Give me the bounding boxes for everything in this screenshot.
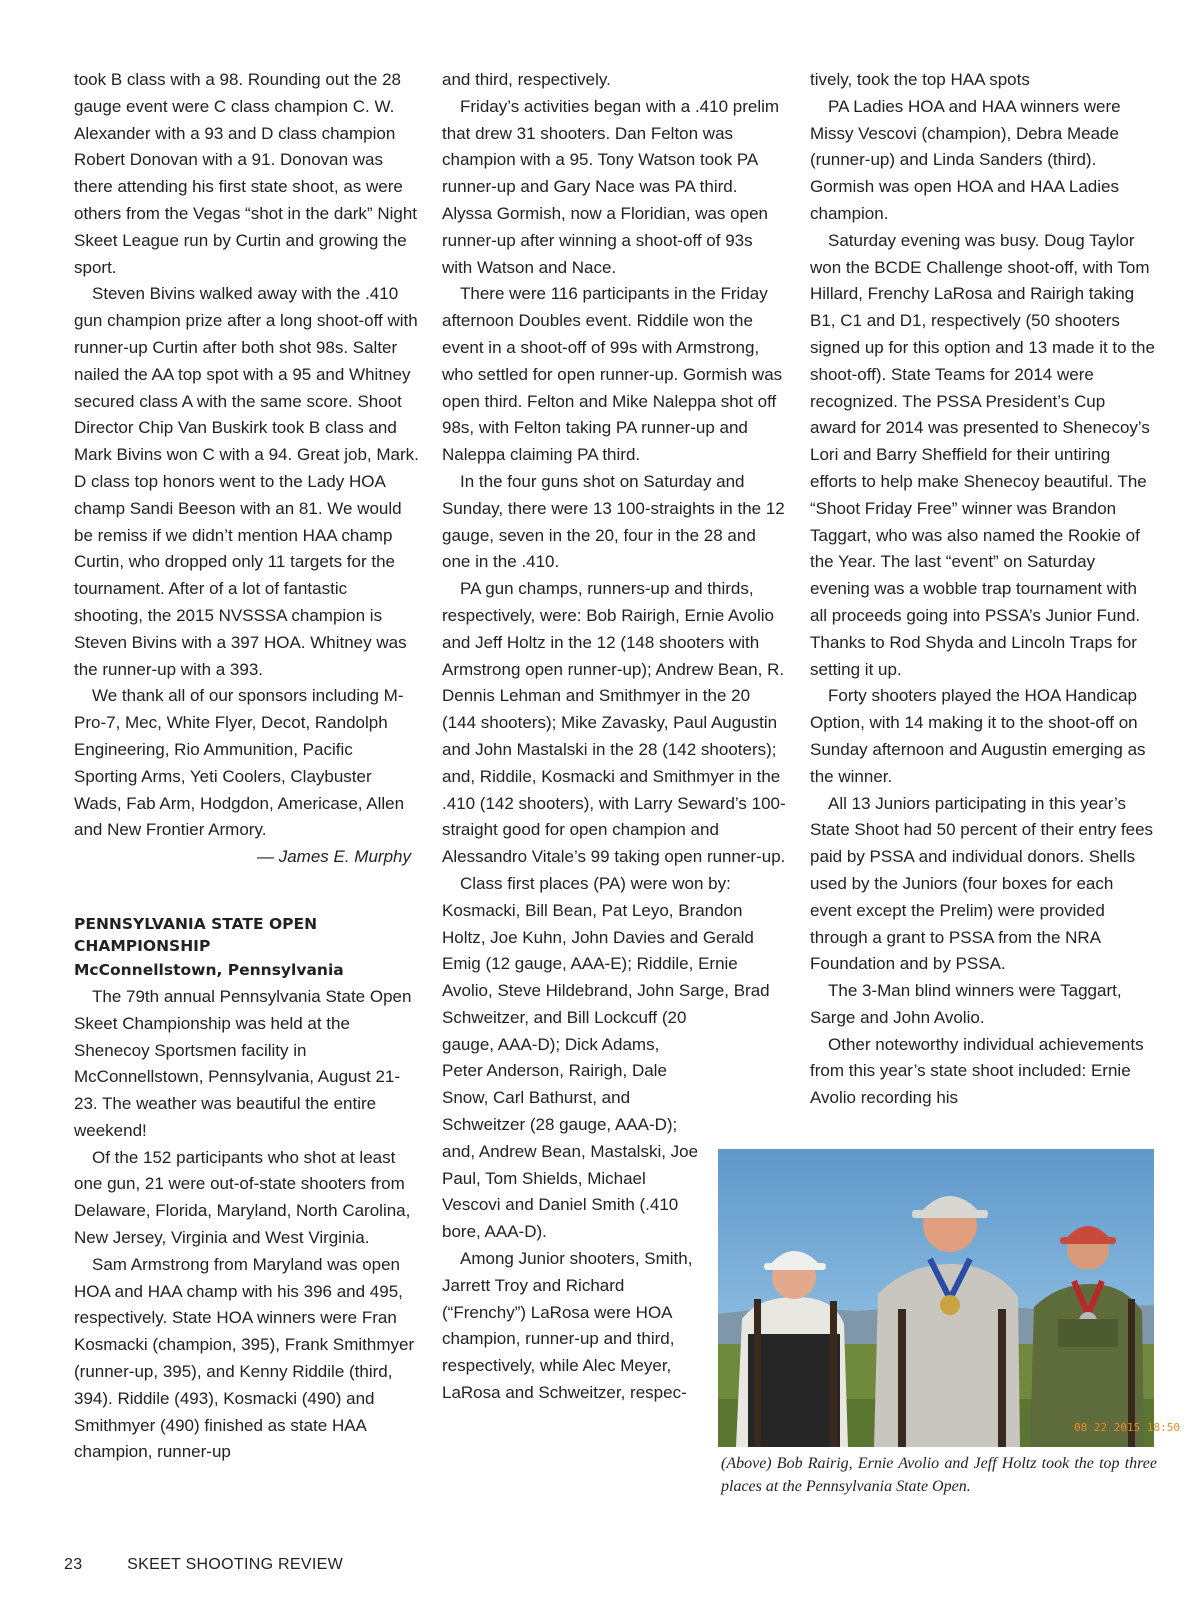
paragraph: Of the 152 participants who shot at least one gun, 21 were out-of-state shooters from Delaware, Florida, Maryland, North Carolina, New Jersey, Virginia and West Virginia.	[74, 1147, 411, 1248]
paragraph: PA gun champs, runners-up and thirds, respectively, were: Bob Rairigh, Ernie Avolio and Jeff Holtz in the 12 (148 shooters with Armstrong open runner-up); Andrew Bean, R. Dennis Lehman and Smithmyer in the 20 (144 shooters); Mike Zavasky, Paul Augustin and John Mastalski in the 28 (142 shooters); and, Riddile, Kosmacki and Smithmyer in the .410 (142 shooters), with Larry Seward’s 100-straight good for open champion and Alessandro Vitale’s 99 taking open runner-up.	[442, 579, 786, 867]
author-byline: — James E. Murphy	[257, 847, 411, 867]
photo-timestamp: 08 22 2015 18:50	[1074, 1421, 1180, 1434]
section-subtitle: McConnellstown, Pennsylvania	[74, 960, 344, 979]
paragraph: Sam Armstrong from Maryland was open HOA and HAA champ with his 396 and 495, respectively. State HOA winners were Fran Kosmacki (champion, 395), Frank Smithmyer (runner-up, 395), and Kenny Riddile (third, 394). Riddile (493), Kosmacki (490) and Smithmyer (490) finished as state HAA champion, runner-up	[74, 1254, 415, 1462]
paragraph: and third, respectively.	[442, 70, 611, 89]
paragraph: Forty shooters played the HOA Handicap Option, with 14 making it to the shoot-off on Sunday afternoon and Augustin emerging as the winner.	[810, 686, 1146, 786]
text-column-1	[74, 67, 419, 1466]
paragraph-narrow: Among Junior shooters, Smith, Jarrett Troy and Richard (“Frenchy”) LaRosa were HOA champion, runner-up and third, respectively, while Alec Meyer, LaRosa and Schweitzer, respec-	[442, 1249, 693, 1403]
section-title: PENNSYLVANIA STATE OPEN CHAMPIONSHIP	[74, 914, 318, 955]
page-number: 23	[64, 1556, 83, 1573]
paragraph: We thank all of our sponsors including M-Pro-7, Mec, White Flyer, Decot, Randolph Engineering, Rio Ammunition, Pacific Sporting Arms, Yeti Coolers, Claybuster Wads, Fab Arm, Hodgdon, Americase, Allen and New Frontier Armory.	[74, 686, 405, 840]
section-spacer	[74, 871, 419, 913]
page-footer	[64, 1556, 343, 1574]
paragraph: In the four guns shot on Saturday and Sunday, there were 13 100-straights in the 12 gauge, seven in the 20, four in the 28 and one in the .410.	[442, 471, 785, 572]
paragraph: Other noteworthy individual achievements from this year’s state shoot included: Ernie Avolio recording his	[810, 1034, 1144, 1108]
paragraph: PA Ladies HOA and HAA winners were Missy Vescovi (champion), Debra Meade (runner-up) and Linda Sanders (third). Gormish was open HOA and HAA Ladies champion.	[810, 96, 1121, 223]
paragraph: took B class with a 98. Rounding out the 28 gauge event were C class champion C. W. Alexander with a 93 and D class champion Robert Donovan with a 91. Donovan was there attending his first state shoot, as were others from the Vegas “shot in the dark” Night Skeet League run by Curtin and growing the sport.	[74, 70, 418, 277]
photo-illustration	[718, 1149, 1180, 1447]
paragraph: All 13 Juniors participating in this year’s State Shoot had 50 percent of their entry fees paid by PSSA and individual donors. Shells used by the Juniors (four boxes for each event except the Prelim) were provided through a grant to PSSA from the NRA Foundation and by PSSA.	[810, 793, 1154, 974]
paragraph: The 79th annual Pennsylvania State Open Skeet Championship was held at the Shenecoy Sportsmen facility in McConnellstown, Pennsylvania, August 21-23. The weather was beautiful the entire weekend!	[74, 986, 412, 1140]
text-column-3	[810, 67, 1155, 1112]
paragraph: Friday’s activities began with a .410 prelim that drew 31 shooters. Dan Felton was champion with a 95. Tony Watson took PA runner-up and Gary Nace was PA third. Alyssa Gormish, now a Floridian, was open runner-up after winning a shoot-off of 93s with Watson and Nace.	[442, 96, 780, 277]
photo-caption: (Above) Bob Rairig, Ernie Avolio and Jeff Holtz took the top three places at the Pennsylvania State Open.	[721, 1455, 1157, 1495]
paragraph: Steven Bivins walked away with the .410 gun champion prize after a long shoot-off with runner-up Curtin after both shot 98s. Salter nailed the AA top spot with a 95 and Whitney secured class A with the same score. Shoot Director Chip Van Buskirk took B class and Mark Bivins won C with a 94. Great job, Mark. D class top honors went to the Lady HOA champ Sandi Beeson with an 81. We would be remiss if we didn’t mention HAA champ Curtin, who dropped only 11 targets for the tournament. After of a lot of fantastic shooting, the 2015 NVSSSA champion is Steven Bivins with a 397 HOA. Whitney was the runner-up with a 393.	[74, 284, 419, 679]
paragraph: Class first places (PA) were won by: Kosmacki, Bill Bean, Pat Leyo, Brandon Holtz, Joe Kuhn, John Davies and Gerald Emig (12 gauge, AAA-E); Riddile, Ernie Avolio, Steve Hildebrand, John Sarge, Brad Schweitzer, and Bill Lockcuff (20	[442, 873, 770, 1027]
paragraph: Saturday evening was busy. Doug Taylor won the BCDE Challenge shoot-off, with Tom Hillard, Frenchy LaRosa and Rairigh taking B1, C1 and D1, respectively (50 shooters signed up for this option and 13 made it to the shoot-off). State Teams for 2014 were recognized. The PSSA President’s Cup award for 2014 was presented to Shenecoy’s Lori and Barry Sheffield for their untiring efforts to help make Shenecoy beautiful. The “Shoot Friday Free” winner was Brandon Taggart, who was also named the Rookie of the Year. The last “event” on Saturday evening was a wobble trap tournament with all proceeds going into PSSA’s Junior Fund. Thanks to Rod Shyda and Lincoln Traps for setting it up.	[810, 230, 1155, 679]
paragraph: tively, took the top HAA spots	[810, 70, 1030, 89]
paragraph-narrow: gauge, AAA-D); Dick Adams, Peter Anderson, Rairigh, Dale Snow, Carl Bathurst, and Schweitzer (28 gauge, AAA-D); and, Andrew Bean, Mastalski, Joe Paul, Tom Shields, Michael Vescovi and Daniel Smith (.410 bore, AAA-D).	[442, 1034, 699, 1242]
paragraph: There were 116 participants in the Friday afternoon Doubles event. Riddile won the event in a shoot-off of 99s with Armstrong, who settled for open runner-up. Gormish was open third. Felton and Mike Naleppa shot off 98s, with Felton taking PA runner-up and Naleppa claiming PA third.	[442, 284, 783, 465]
publication-name: SKEET SHOOTING REVIEW	[127, 1556, 343, 1573]
paragraph: The 3-Man blind winners were Taggart, Sarge and John Avolio.	[810, 981, 1122, 1027]
winners-photo	[718, 1149, 1180, 1447]
